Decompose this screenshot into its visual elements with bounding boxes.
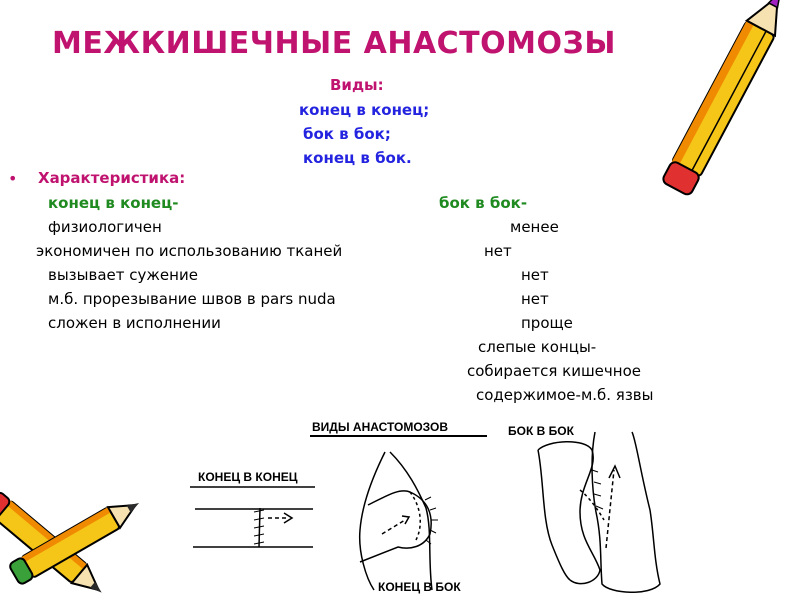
column-header-side-to-side: бок в бок- — [439, 194, 528, 212]
page-title: МЕЖКИШЕЧНЫЕ АНАСТОМОЗЫ — [52, 26, 616, 61]
characteristics-label: Характеристика: — [38, 169, 186, 187]
row-left-physiological: физиологичен — [48, 218, 162, 236]
type-item-end-to-end: конец в конец; — [299, 101, 430, 119]
row-right-physiological: менее — [510, 218, 559, 236]
note-content-collects: собирается кишечное — [467, 362, 641, 380]
row-left-narrowing: вызывает сужение — [48, 266, 198, 284]
crossed-pencils-icon — [0, 491, 145, 600]
label-end-to-end: КОНЕЦ В КОНЕЦ — [198, 470, 298, 484]
row-left-economical: экономичен по использованию тканей — [36, 242, 343, 260]
row-right-narrowing: нет — [521, 266, 549, 284]
label-side-to-side: БОК В БОК — [508, 424, 574, 438]
diagram-heading: ВИДЫ АНАСТОМОЗОВ — [312, 420, 449, 434]
side-to-side-drawing — [538, 432, 660, 592]
row-left-suture-cutting: м.б. прорезывание швов в pars nuda — [48, 290, 336, 308]
end-to-side-drawing — [360, 452, 438, 590]
note-blind-ends: слепые концы- — [478, 338, 597, 356]
type-item-end-to-side: конец в бок. — [303, 149, 412, 167]
column-header-end-to-end: конец в конец- — [48, 194, 179, 212]
row-right-economical: нет — [484, 242, 512, 260]
row-left-complexity: сложен в исполнении — [48, 314, 221, 332]
type-item-side-to-side: бок в бок; — [303, 125, 391, 143]
end-to-end-drawing — [190, 487, 315, 547]
label-end-to-side: КОНЕЦ В БОК — [378, 580, 461, 594]
note-ulcer-risk: содержимое-м.б. язвы — [476, 386, 654, 404]
types-label: Виды: — [330, 76, 384, 94]
row-right-suture-cutting: нет — [521, 290, 549, 308]
pencil-icon — [661, 0, 794, 196]
bullet-marker: • — [8, 169, 18, 188]
row-right-complexity: проще — [521, 314, 573, 332]
